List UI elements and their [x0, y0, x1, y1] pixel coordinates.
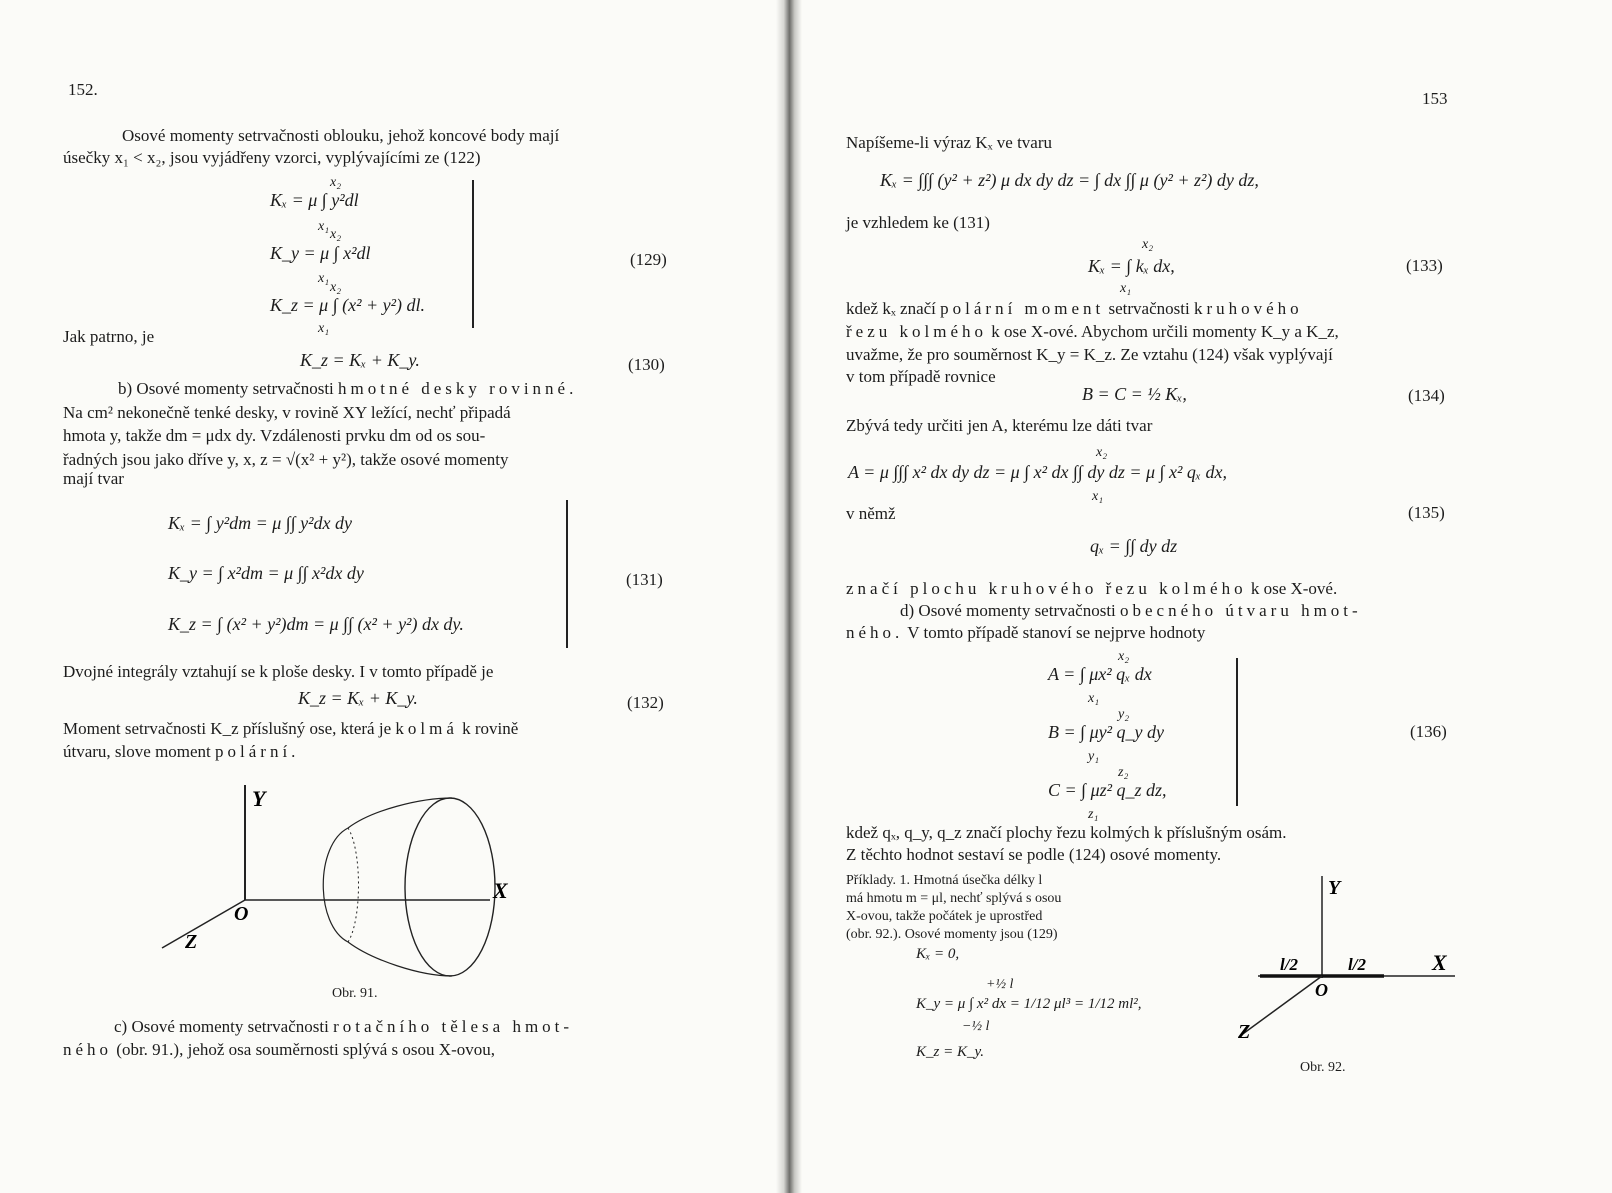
example-line: X-ovou, takže počátek je uprostřed: [846, 909, 1043, 924]
integral-lower-limit: −½ l: [962, 1019, 990, 1034]
equation-line: K_z = μ ∫ (x² + y²) dl.: [270, 295, 426, 315]
integral-lower-limit: x₁: [318, 219, 330, 234]
spaced-text: polární.: [215, 742, 300, 761]
z-axis: [1240, 976, 1322, 1036]
paragraph-line: Z těchto hodnot sestaví se podle (124) osové momenty.: [846, 845, 1222, 864]
example-line: (obr. 92.). Osové momenty jsou (129): [846, 927, 1058, 942]
text-segment: k rovině: [462, 719, 519, 738]
segment-half-label: l/2: [1280, 955, 1298, 974]
equation-133: Kₓ = ∫ kₓ dx,: [1088, 256, 1175, 276]
paragraph-line: [118, 378, 577, 400]
text-segment: (obr. 91.), jehož osa souměrnosti splývá s osou X-ovou,: [116, 1040, 495, 1059]
text-segment: k ose X-ové.: [1250, 579, 1338, 598]
paragraph-line: kdež qₓ, q_y, q_z značí plochy řezu kolmých k příslušným osám.: [846, 823, 1287, 842]
spaced-text: polární moment: [940, 299, 1105, 318]
text-segment: kdež kₓ značí: [846, 299, 936, 318]
left-page: [0, 0, 780, 1193]
brace: [566, 500, 568, 648]
equation-number: (134): [1408, 386, 1445, 405]
equation-line: B = ∫ μy² q_y dy: [1048, 722, 1164, 742]
page-number-left: 152.: [68, 80, 98, 99]
brace: [1236, 658, 1238, 806]
equation-number: (130): [628, 355, 665, 374]
equation-line: C = ∫ μz² q_z dz,: [1048, 780, 1167, 800]
spaced-text: řezu kolmého: [846, 322, 987, 341]
paragraph-line: [114, 1016, 573, 1038]
integral-upper-limit: x₂: [1096, 445, 1108, 460]
figure-91: [150, 780, 530, 980]
equation-number: (131): [626, 570, 663, 589]
spaced-text: obecného útvaru hmot-: [1120, 601, 1362, 620]
integral-upper-limit: y₂: [1118, 707, 1130, 722]
page-number-right: 153: [1422, 89, 1448, 108]
equation-number: (132): [627, 693, 664, 712]
example-equation: K_z = K_y.: [916, 1044, 985, 1060]
text-segment: k ose X-ové. Abychom určili momenty K_y a K_z,: [991, 322, 1339, 341]
text-segment: b) Osové momenty setrvačnosti: [118, 379, 334, 398]
text-segment: d) Osové momenty setrvačnosti: [900, 601, 1116, 620]
spaced-text: značí plochu kruhového řezu kolmého: [846, 579, 1247, 598]
equation-135: A = μ ∫∫∫ x² dx dy dz = μ ∫ x² dx ∫∫ dy dz = μ ∫ x² qₓ dx,: [848, 462, 1227, 482]
paragraph-line: Osové momenty setrvačnosti oblouku, jehož koncové body mají: [122, 126, 560, 145]
integral-upper-limit: x₂: [330, 227, 342, 242]
equation-line: A = ∫ μx² qₓ dx: [1048, 664, 1152, 684]
paragraph-line: je vzhledem ke (131): [846, 213, 990, 232]
equation-number: (136): [1410, 722, 1447, 741]
spaced-text: ného: [63, 1040, 113, 1059]
equation-line: Kₓ = μ ∫ y²dl: [270, 190, 359, 210]
origin-label: O: [1315, 980, 1328, 1000]
paragraph-line: uvažme, že pro souměrnost K_y = K_z. Ze vztahu (124) však vyplývají: [846, 345, 1333, 364]
equation-line: K_y = ∫ x²dm = μ ∫∫ x²dx dy: [168, 563, 364, 583]
brace: [472, 180, 474, 328]
paragraph-line: Na cm² nekonečně tenké desky, v rovině XY ležící, nechť připadá: [63, 403, 511, 422]
axis-label-y: Y: [252, 786, 266, 811]
paragraph-line: Dvojné integrály vztahují se k ploše desky. I v tomto případě je: [63, 662, 494, 681]
example-line: má hmotu m = μl, nechť splývá s osou: [846, 891, 1062, 906]
integral-upper-limit: x₂: [330, 175, 342, 190]
equation-134: B = C = ½ Kₓ,: [1082, 384, 1187, 404]
right-page: [790, 0, 1612, 1193]
axis-label-x: X: [1432, 950, 1447, 975]
equation-number: (133): [1406, 256, 1443, 275]
equation-130: K_z = Kₓ + K_y.: [300, 350, 420, 370]
integral-upper-limit: z₂: [1118, 765, 1129, 780]
spaced-text: hmotné desky rovinné.: [338, 379, 578, 398]
integral-lower-limit: x₁: [1092, 489, 1104, 504]
paragraph-line: [63, 1039, 495, 1061]
integral-lower-limit: x₁: [1120, 281, 1132, 296]
paragraph-line: Jak patrno, je: [63, 327, 155, 346]
equation-line: K_y = μ ∫ x²dl: [270, 243, 371, 263]
origin-label: O: [234, 903, 249, 925]
integral-upper-limit: x₂: [1142, 237, 1154, 252]
equation-line: K_z = ∫ (x² + y²)dm = μ ∫∫ (x² + y²) dx dy.: [168, 614, 464, 634]
paragraph-line: mají tvar: [63, 469, 124, 488]
spaced-text: rotačního tělesa hmot-: [333, 1017, 574, 1036]
equation-line: Kₓ = ∫ y²dm = μ ∫∫ y²dx dy: [168, 513, 352, 533]
paragraph-line: [900, 600, 1362, 622]
paragraph-line: Napíšeme-li výraz Kₓ ve tvaru: [846, 133, 1053, 152]
z-axis: [162, 900, 245, 948]
text-segment: setrvačnosti: [1108, 299, 1190, 318]
paragraph-line: úsečky x₁ < x₂, jsou vyjádřeny vzorci, vyplývajícími ze (122): [63, 148, 481, 167]
example-equation: K_y = μ ∫ x² dx = 1/12 μl³ = 1/12 ml²,: [916, 996, 1142, 1012]
paragraph-line: v němž: [846, 504, 896, 523]
integral-lower-limit: x₁: [1088, 691, 1100, 706]
paragraph-line: řadných jsou jako dříve y, x, z = √(x² + y²), takže osové momenty: [63, 450, 509, 469]
integral-upper-limit: +½ l: [986, 977, 1014, 992]
integral-lower-limit: x₁: [318, 321, 330, 336]
paragraph-line: v tom případě rovnice: [846, 367, 996, 386]
equation-number: (129): [630, 250, 667, 269]
body-outline: [323, 828, 348, 942]
axis-label-x: X: [493, 878, 508, 903]
equation-kx: Kₓ = ∫∫∫ (y² + z²) μ dx dy dz = ∫ dx ∫∫ μ (y² + z²) dy dz,: [880, 170, 1259, 190]
paragraph-line: [846, 298, 1303, 320]
figure-caption: Obr. 91.: [332, 986, 378, 1001]
integral-lower-limit: y₁: [1088, 749, 1100, 764]
example-line: Příklady. 1. Hmotná úsečka délky l: [846, 873, 1043, 888]
text-segment: útvaru, slove moment: [63, 742, 211, 761]
axis-label-y: Y: [1328, 877, 1341, 899]
spaced-text: kruhového: [1193, 299, 1303, 318]
axis-label-z: Z: [1238, 1021, 1251, 1043]
segment-half-label: l/2: [1348, 955, 1366, 974]
paragraph-line: [846, 622, 1205, 644]
paragraph-line: hmota y, takže dm = μdx dy. Vzdálenosti prvku dm od os sou-: [63, 426, 486, 445]
spaced-text: ného.: [846, 623, 904, 642]
integral-lower-limit: x₁: [318, 271, 330, 286]
example-equation: Kₓ = 0,: [916, 946, 960, 962]
integral-lower-limit: z₁: [1088, 807, 1099, 822]
paragraph-line: Zbývá tedy určiti jen A, kterému lze dáti tvar: [846, 416, 1153, 435]
integral-upper-limit: x₂: [330, 280, 342, 295]
equation-132: K_z = Kₓ + K_y.: [298, 688, 418, 708]
integral-upper-limit: x₂: [1118, 649, 1130, 664]
paragraph-line: [846, 578, 1337, 600]
equation-number: (135): [1408, 503, 1445, 522]
equation-qx: qₓ = ∫∫ dy dz: [1090, 536, 1178, 556]
hidden-edge: [348, 828, 359, 942]
spaced-text: kolmá: [395, 719, 458, 738]
figure-caption: Obr. 92.: [1300, 1060, 1346, 1075]
text-segment: V tomto případě stanoví se nejprve hodnoty: [907, 623, 1206, 642]
axis-label-z: Z: [185, 931, 198, 953]
body-outline: [348, 942, 452, 976]
text-segment: Moment setrvačnosti K_z příslušný ose, která je: [63, 719, 392, 738]
end-disc: [405, 798, 495, 976]
paragraph-line: [63, 718, 518, 740]
text-segment: c) Osové momenty setrvačnosti: [114, 1017, 329, 1036]
figure-92: [1230, 870, 1470, 1050]
paragraph-line: [846, 321, 1339, 343]
paragraph-line: [63, 741, 299, 763]
